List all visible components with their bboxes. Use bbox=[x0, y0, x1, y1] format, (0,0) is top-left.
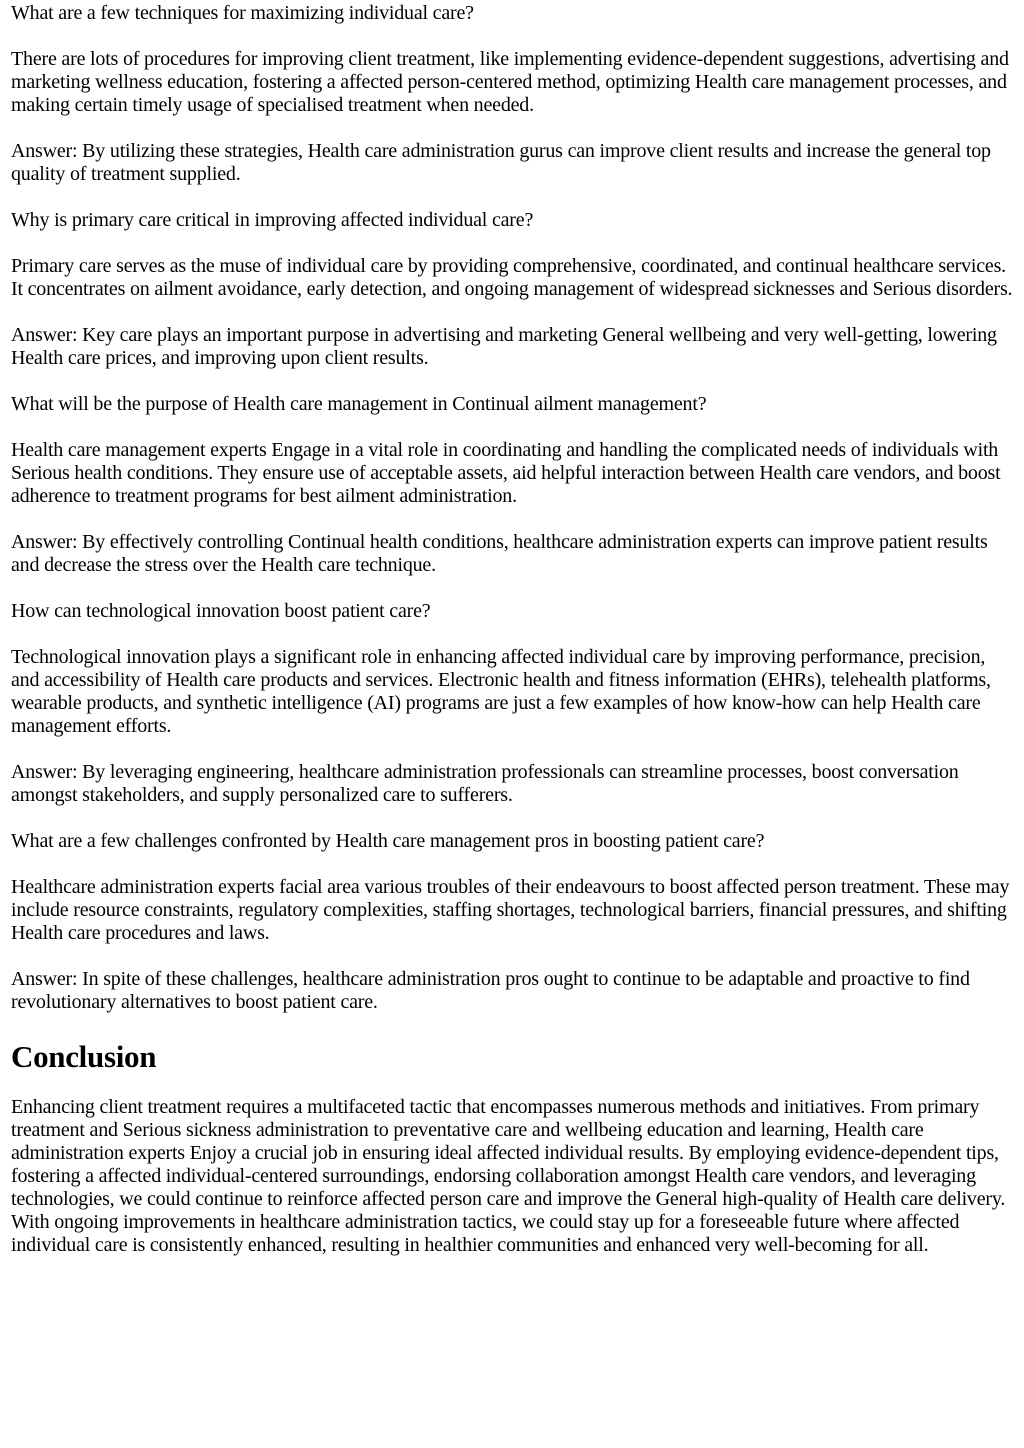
body-paragraph: Technological innovation plays a significant role in enhancing affected individual care by improving performance, precision, and accessibility of Health care products and services. Electronic health and fitness information (EHRs), telehealth platforms, wearable products, and synthetic intelligence (AI) programs are just a few examples of how know-how can help Health care management efforts. bbox=[11, 646, 991, 737]
body-paragraph: Healthcare administration experts facial area various troubles of their endeavours to boost affected person treatment. These may include resource constraints, regulatory complexities, staffing shortages, technological barriers, financial pressures, and shifting Health care procedures and laws. bbox=[11, 876, 1010, 944]
body-paragraph: Health care management experts Engage in a vital role in coordinating and handling the complicated needs of individuals with Serious health conditions. They ensure use of acceptable assets, aid helpful interaction between Health care vendors, and boost adherence to treatment programs for best ailment administration. bbox=[11, 439, 1001, 507]
question-text: What will be the purpose of Health care management in Continual ailment management? bbox=[11, 393, 707, 415]
body-paragraph: There are lots of procedures for improving client treatment, like implementing evidence-dependent suggestions, advertising and marketing wellness education, fostering a affected person-centered method, optimizing Health care management processes, and making certain timely usage of specialised treatment when needed. bbox=[11, 48, 1009, 116]
question-text: What are a few challenges confronted by Health care management pros in boosting patient care? bbox=[11, 830, 765, 852]
conclusion-paragraph: Enhancing client treatment requires a multifaceted tactic that encompasses numerous methods and initiatives. From primary treatment and Serious sickness administration to preventative care and wellbeing education and learning, Health care administration experts Enjoy a crucial job in ensuring ideal affected individual results. By employing evidence-dependent tips, fostering a affected individual-centered surroundings, endorsing collaboration amongst Health care vendors, and leveraging technologies, we could continue to reinforce affected person care and improve the General high-quality of Health care delivery. With ongoing improvements in healthcare administration tactics, we could stay up for a foreseeable future where affected individual care is consistently enhanced, resulting in healthier communities and enhanced very well-becoming for all. bbox=[11, 1096, 1006, 1256]
answer-paragraph: Answer: By utilizing these strategies, Health care administration gurus can improve client results and increase the general top quality of treatment supplied. bbox=[11, 140, 991, 185]
question-text: Why is primary care critical in improving affected individual care? bbox=[11, 209, 534, 231]
answer-paragraph: Answer: Key care plays an important purpose in advertising and marketing General wellbeing and very well-getting, lowering Health care prices, and improving upon client results. bbox=[11, 324, 997, 369]
answer-paragraph: Answer: By leveraging engineering, healthcare administration professionals can streamline processes, boost conversation amongst stakeholders, and supply personalized care to sufferers. bbox=[11, 761, 959, 806]
question-text: What are a few techniques for maximizing individual care? bbox=[11, 2, 474, 24]
question-text: How can technological innovation boost patient care? bbox=[11, 600, 431, 622]
conclusion-heading: Conclusion bbox=[11, 1039, 157, 1074]
answer-paragraph: Answer: In spite of these challenges, healthcare administration pros ought to continue to be adaptable and proactive to find revolutionary alternatives to boost patient care. bbox=[11, 968, 970, 1013]
body-paragraph: Primary care serves as the muse of individual care by providing comprehensive, coordinated, and continual healthcare services. It concentrates on ailment avoidance, early detection, and ongoing management of widespread sicknesses and Serious disorders. bbox=[11, 255, 1013, 300]
answer-paragraph: Answer: By effectively controlling Continual health conditions, healthcare administration experts can improve patient results and decrease the stress over the Health care technique. bbox=[11, 531, 988, 576]
